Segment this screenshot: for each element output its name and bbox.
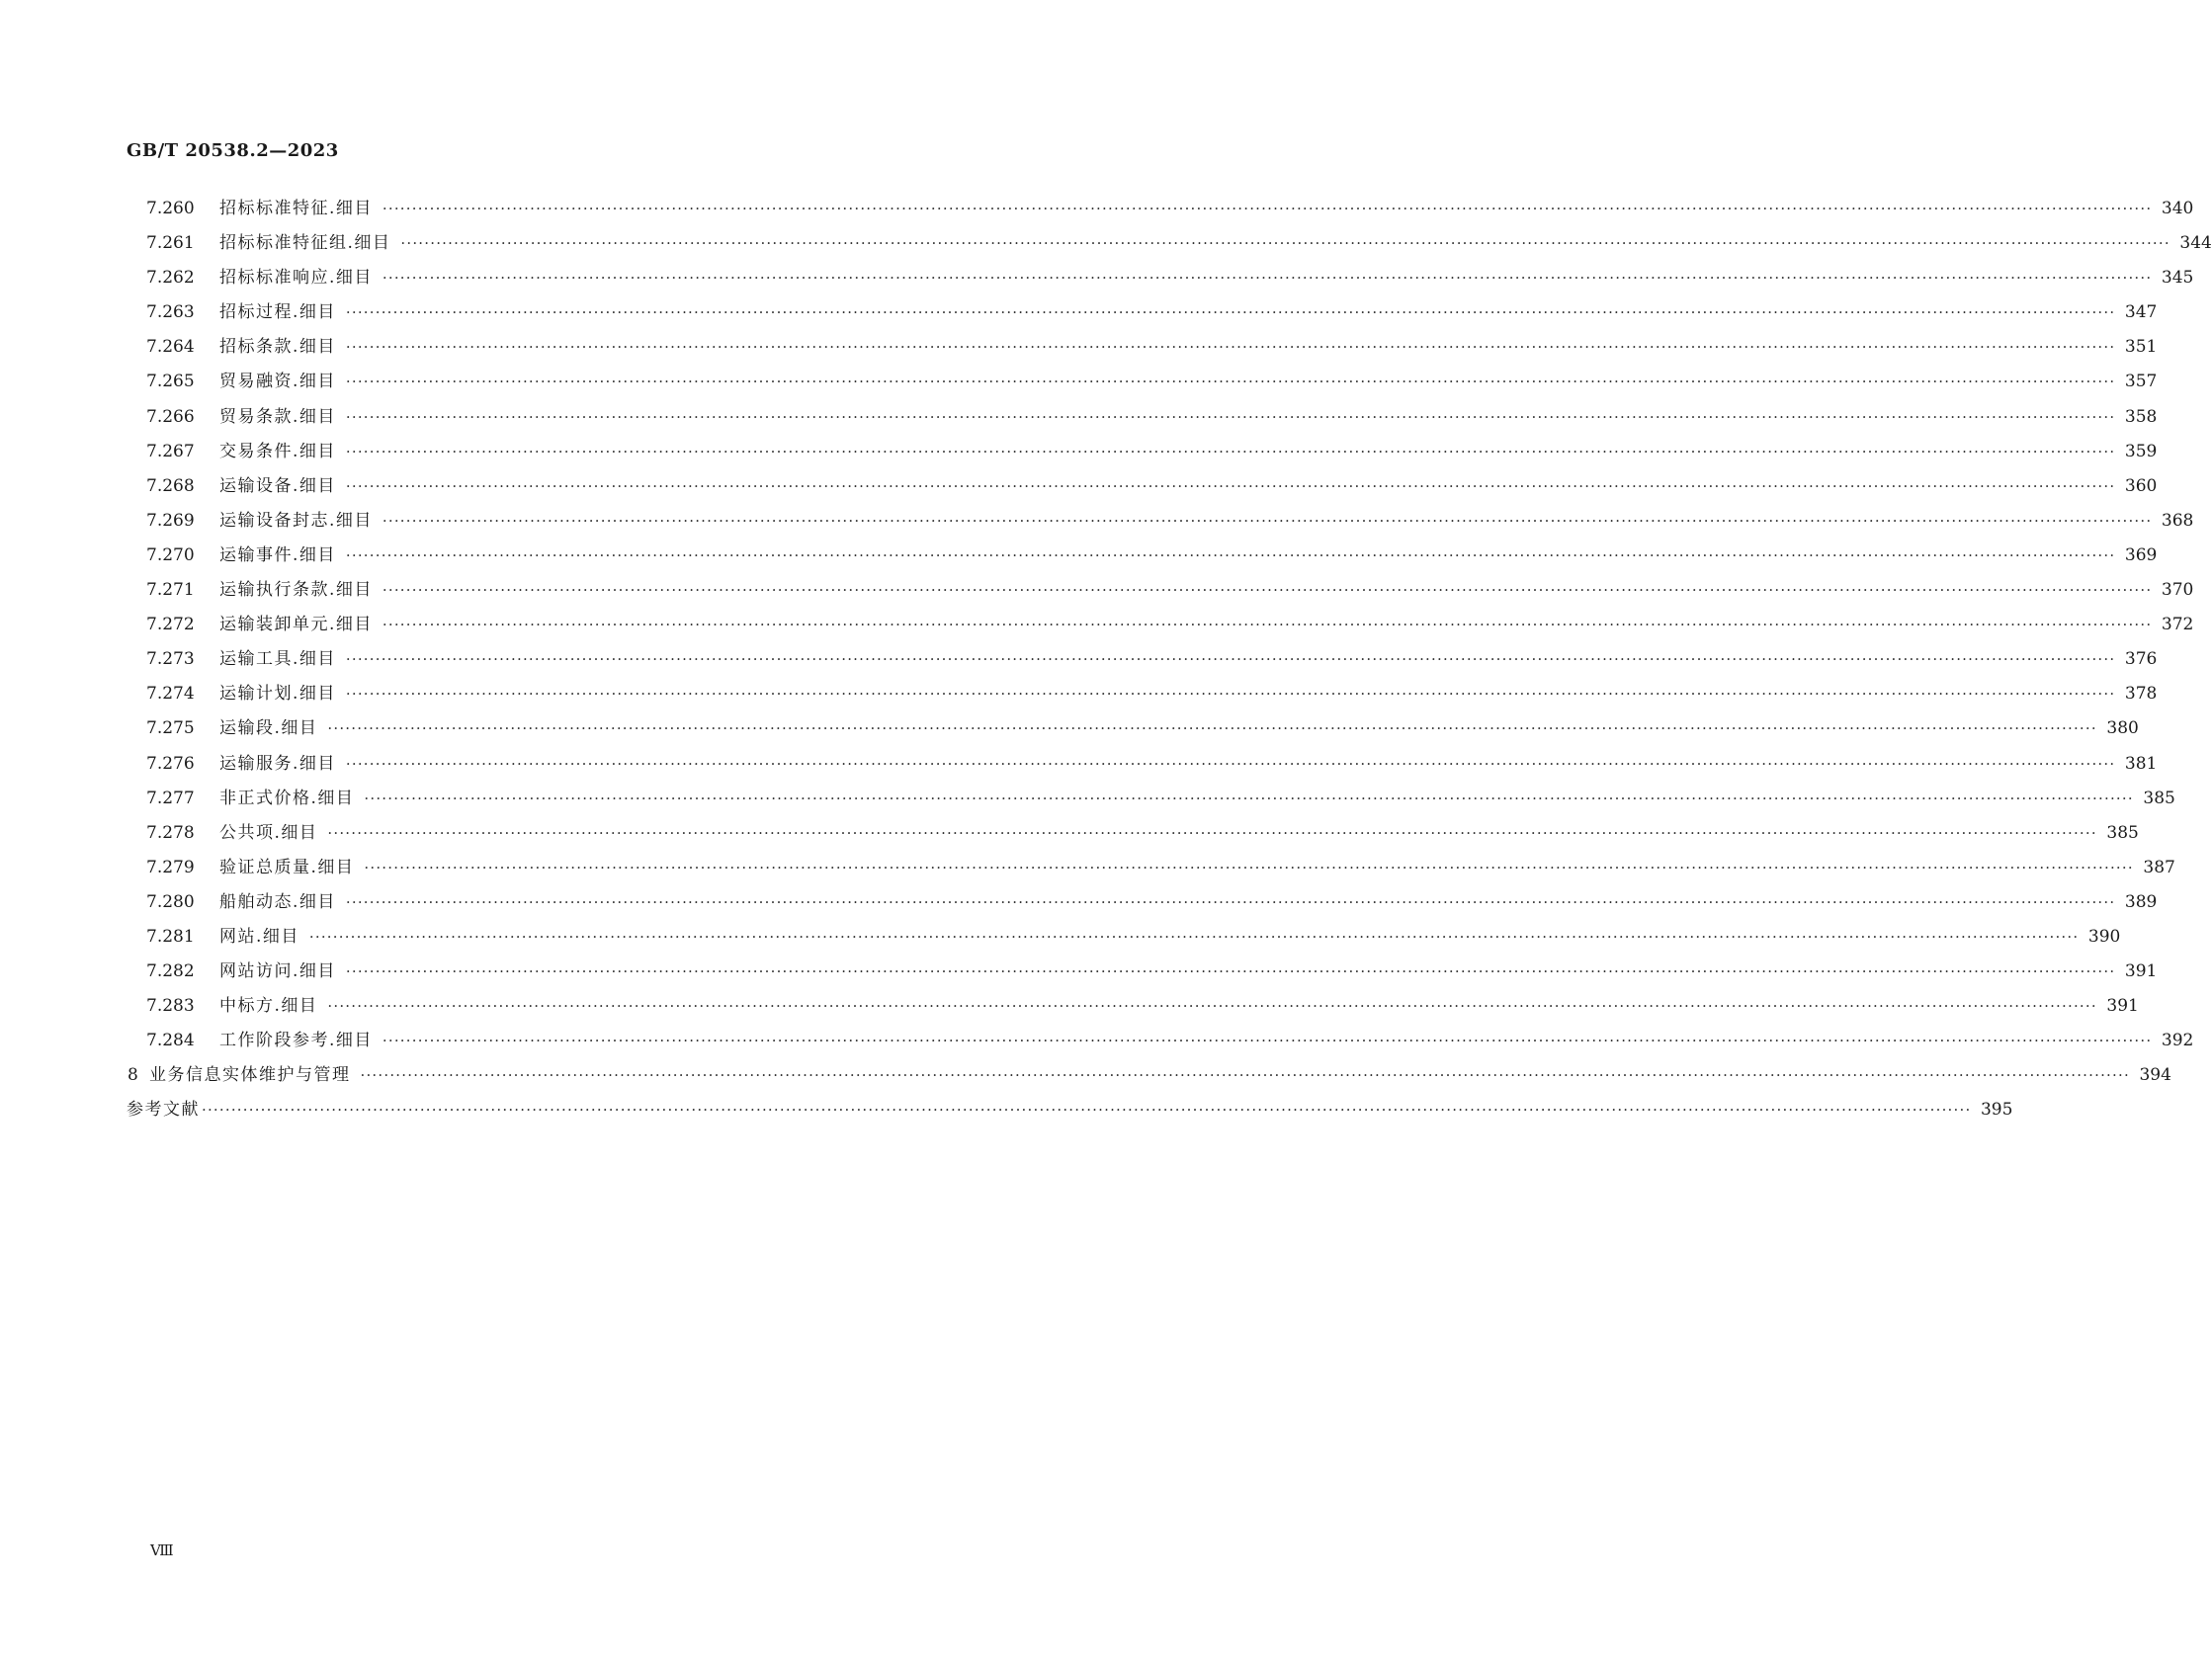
dot-leader: ············································································································································································································································································································ (345, 442, 2116, 460)
toc-entry-page: 351 (2124, 337, 2158, 358)
toc-entry-title: 运输执行条款.细目 (219, 580, 373, 601)
toc-entry-page: 378 (2124, 684, 2158, 705)
toc-entry-page: 347 (2124, 302, 2158, 323)
toc-entry-7-280[interactable] (127, 887, 2158, 922)
toc-entry-title: 船舶动态.细目 (219, 891, 336, 912)
dot-leader: ············································································································································································································································································································ (400, 234, 2170, 253)
dot-leader: ············································································································································································································································································································ (202, 1101, 1972, 1120)
toc-entry-number: 7.265 (146, 372, 195, 392)
toc-entry-7-273[interactable] (127, 644, 2158, 679)
toc-entry-7-264[interactable] (127, 332, 2158, 367)
toc-entry-number: 7.277 (146, 788, 195, 808)
toc-entry-page: 370 (2161, 580, 2194, 601)
dot-leader: ············································································································································································································································································································ (327, 823, 2097, 842)
dot-leader: ············································································································································································································································································································ (382, 616, 2153, 634)
dot-leader: ············································································································································································································································································································ (345, 650, 2116, 669)
toc-entry-7-270[interactable] (127, 541, 2158, 575)
toc-entry-number: 7.270 (146, 544, 195, 565)
toc-entry-7-275[interactable] (127, 713, 2139, 748)
toc-entry-7-271[interactable] (127, 575, 2194, 610)
toc-entry-7-269[interactable] (127, 506, 2194, 541)
toc-entry-chapter-8[interactable] (127, 1060, 2171, 1095)
table-of-contents (127, 194, 2212, 1130)
toc-entry-page: 372 (2161, 615, 2194, 635)
toc-entry-7-284[interactable] (127, 1026, 2194, 1060)
dot-leader: ············································································································································································································································································································ (382, 581, 2153, 600)
dot-leader: ············································································································································································································································································································ (345, 407, 2116, 426)
toc-entry-page: 340 (2161, 199, 2194, 218)
dot-leader: ············································································································································································································································································································ (364, 858, 2134, 876)
toc-entry-page: 394 (2139, 1065, 2171, 1086)
toc-entry-number: 7.279 (146, 857, 195, 877)
toc-entry-7-274[interactable] (127, 679, 2158, 713)
toc-entry-page: 368 (2161, 510, 2194, 531)
toc-entry-number: 7.266 (146, 406, 195, 427)
dot-leader: ············································································································································································································································································································ (382, 511, 2153, 530)
dot-leader: ············································································································································································································································································································ (345, 303, 2116, 322)
toc-entry-title: 运输段.细目 (219, 718, 318, 739)
toc-entry-7-265[interactable] (127, 367, 2158, 401)
toc-entry-title: 运输设备.细目 (219, 475, 336, 496)
dot-leader: ············································································································································································································································································································ (345, 338, 2116, 357)
toc-entry-title: 贸易融资.细目 (219, 372, 336, 392)
toc-entry-title: 参考文献 (127, 1100, 200, 1121)
toc-entry-title: 运输计划.细目 (219, 684, 336, 705)
toc-entry-page: 387 (2143, 857, 2175, 877)
dot-leader: ············································································································································································································································································································ (327, 719, 2097, 738)
toc-entry-7-260[interactable] (127, 194, 2194, 228)
toc-entry-7-266[interactable] (127, 402, 2158, 437)
toc-entry-number: 7.280 (146, 891, 195, 912)
dot-leader: ············································································································································································································································································································ (345, 545, 2116, 564)
toc-entry-7-262[interactable] (127, 263, 2194, 297)
dot-leader: ············································································································································································································································································································ (382, 200, 2153, 217)
toc-entry-page: 369 (2124, 544, 2158, 565)
toc-entry-number: 7.263 (146, 302, 195, 323)
toc-entry-title: 招标标准特征组.细目 (219, 233, 391, 254)
toc-entry-title: 招标条款.细目 (219, 337, 336, 358)
toc-entry-page: 358 (2124, 406, 2158, 427)
toc-entry-number: 7.274 (146, 684, 195, 705)
toc-entry-page: 389 (2124, 891, 2158, 912)
toc-entry-page: 390 (2087, 926, 2121, 947)
toc-entry-title: 招标标准特征.细目 (219, 199, 373, 218)
toc-entry-number: 7.268 (146, 475, 195, 496)
dot-leader: ············································································································································································································································································································ (382, 269, 2153, 288)
toc-entry-number: 7.284 (146, 1031, 195, 1051)
toc-entry-page: 391 (2124, 961, 2158, 982)
toc-entry-number: 7.273 (146, 649, 195, 670)
toc-entry-7-277[interactable] (127, 784, 2175, 818)
dot-leader: ············································································································································································································································································································ (327, 997, 2097, 1016)
toc-entry-number: 8 (128, 1065, 138, 1086)
toc-entry-title: 验证总质量.细目 (219, 857, 355, 877)
dot-leader: ············································································································································································································································································································ (345, 685, 2116, 704)
toc-entry-7-268[interactable] (127, 471, 2158, 506)
toc-entry-7-281[interactable] (127, 922, 2121, 957)
toc-entry-page: 385 (2143, 788, 2175, 808)
toc-entry-number: 7.272 (146, 615, 195, 635)
toc-entry-number: 7.281 (146, 926, 195, 947)
dot-leader: ············································································································································································································································································································ (382, 1032, 2153, 1050)
toc-entry-7-276[interactable] (127, 749, 2158, 784)
toc-entry-7-282[interactable] (127, 957, 2158, 991)
toc-entry-references[interactable] (127, 1095, 2013, 1129)
toc-entry-page: 391 (2106, 996, 2139, 1017)
toc-entry-title: 网站访问.细目 (219, 961, 336, 982)
toc-entry-number: 7.275 (146, 718, 195, 739)
toc-entry-title: 网站.细目 (219, 926, 299, 947)
toc-entry-page: 376 (2124, 649, 2158, 670)
toc-entry-title: 业务信息实体维护与管理 (149, 1065, 351, 1086)
toc-entry-7-261[interactable] (127, 228, 2212, 263)
toc-entry-page: 359 (2124, 441, 2158, 461)
toc-entry-title: 非正式价格.细目 (219, 788, 355, 808)
standard-code-header: GB/T 20538.2—2023 (127, 140, 339, 161)
toc-entry-title: 公共项.细目 (219, 822, 318, 843)
toc-entry-7-263[interactable] (127, 297, 2158, 332)
toc-entry-page: 357 (2124, 372, 2158, 392)
toc-entry-title: 运输设备封志.细目 (219, 510, 373, 531)
toc-entry-page: 360 (2124, 475, 2158, 496)
page-number-footer: Ⅷ (150, 1541, 174, 1559)
toc-entry-number: 7.271 (146, 580, 195, 601)
toc-entry-7-267[interactable] (127, 437, 2158, 471)
dot-leader: ············································································································································································································································································································ (345, 892, 2116, 911)
toc-entry-title: 运输事件.细目 (219, 544, 336, 565)
toc-entry-number: 7.269 (146, 510, 195, 531)
dot-leader: ············································································································································································································································································································ (364, 789, 2134, 807)
dot-leader: ············································································································································································································································································································ (308, 927, 2080, 946)
toc-entry-page: 395 (1980, 1100, 2013, 1121)
toc-entry-page: 381 (2124, 753, 2158, 774)
toc-entry-title: 招标过程.细目 (219, 302, 336, 323)
toc-entry-title: 运输服务.细目 (219, 753, 336, 774)
toc-entry-number: 7.267 (146, 441, 195, 461)
toc-entry-title: 中标方.细目 (219, 996, 318, 1017)
toc-entry-number: 7.260 (146, 199, 195, 218)
toc-entry-7-272[interactable] (127, 610, 2194, 644)
toc-entry-number: 7.276 (146, 753, 195, 774)
toc-entry-page: 344 (2179, 233, 2212, 254)
toc-entry-page: 385 (2106, 822, 2139, 843)
toc-entry-number: 7.278 (146, 822, 195, 843)
dot-leader: ············································································································································································································································································································ (345, 754, 2116, 773)
dot-leader: ············································································································································································································································································································ (345, 962, 2116, 981)
toc-entry-number: 7.282 (146, 961, 195, 982)
toc-entry-7-278[interactable] (127, 818, 2139, 853)
toc-entry-number: 7.262 (146, 268, 195, 289)
toc-entry-title: 运输工具.细目 (219, 649, 336, 670)
toc-entry-page: 380 (2106, 718, 2139, 739)
toc-entry-number: 7.264 (146, 337, 195, 358)
toc-entry-7-279[interactable] (127, 853, 2175, 887)
toc-entry-page: 392 (2161, 1031, 2194, 1051)
toc-entry-number: 7.283 (146, 996, 195, 1017)
toc-entry-page: 345 (2161, 268, 2194, 289)
toc-entry-title: 交易条件.细目 (219, 441, 336, 461)
dot-leader: ············································································································································································································································································································ (360, 1066, 2130, 1085)
toc-entry-number: 7.261 (146, 233, 195, 254)
toc-entry-7-283[interactable] (127, 991, 2139, 1026)
dot-leader: ············································································································································································································································································································ (345, 476, 2116, 495)
toc-entry-title: 运输装卸单元.细目 (219, 615, 373, 635)
toc-entry-title: 招标标准响应.细目 (219, 268, 373, 289)
toc-entry-title: 贸易条款.细目 (219, 406, 336, 427)
toc-entry-title: 工作阶段参考.细目 (219, 1031, 373, 1051)
dot-leader: ············································································································································································································································································································ (345, 373, 2116, 391)
